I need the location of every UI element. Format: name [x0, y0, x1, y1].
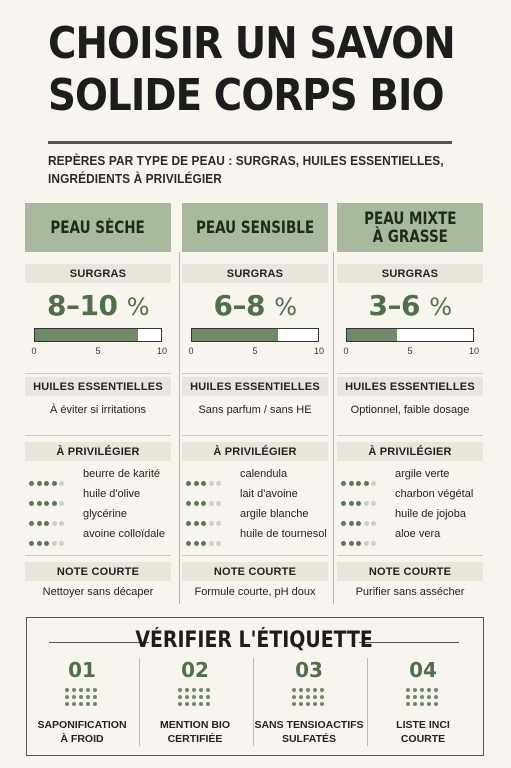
dot-grid-dot: [79, 695, 83, 699]
scale-tick-label: 0: [31, 346, 37, 356]
verify-title: VÉRIFIER L'ÉTIQUETTE: [135, 628, 374, 653]
dot-grid-dot: [86, 695, 90, 699]
dot-grid-dot: [206, 695, 210, 699]
verify-step: [27, 658, 137, 748]
dot-grid-dot: [86, 688, 90, 692]
dot-grid-dot: [427, 688, 431, 692]
dot-grid-dot: [65, 702, 69, 706]
rating-dot: [209, 501, 214, 506]
ingredient-row: [341, 488, 483, 504]
scale-tick-label: 10: [156, 346, 168, 356]
dot-grid-dot: [72, 695, 76, 699]
dot-grid-dot: [93, 702, 97, 706]
column-header: PEAU SÈCHE: [25, 203, 171, 252]
privilegier-band: À PRIVILÉGIER: [182, 442, 328, 461]
rating-dot: [29, 481, 34, 486]
rating-dot: [356, 501, 361, 506]
ingredient-row: [186, 508, 328, 524]
rating-dot: [186, 481, 191, 486]
rating-dot: [186, 541, 191, 546]
rating-dot: [209, 481, 214, 486]
ingredient-rating: [29, 533, 67, 551]
rating-dot: [356, 481, 361, 486]
rating-dot: [52, 541, 57, 546]
surgras-value: 8–10 %: [46, 289, 149, 322]
huiles-value: Sans parfum / sans HE: [198, 404, 312, 416]
rating-dot: [364, 521, 369, 526]
note-band: NOTE COURTE: [25, 562, 171, 581]
rating-dot: [341, 501, 346, 506]
column-divider: [333, 252, 334, 604]
dot-grid-dot: [185, 688, 189, 692]
section-separator: [182, 373, 328, 374]
verify-step: [140, 658, 250, 748]
dot-grid-dot: [413, 702, 417, 706]
surgras-band: SURGRAS: [182, 264, 328, 283]
section-separator: [25, 435, 171, 436]
scale-tick-label: 10: [468, 346, 480, 356]
surgras-bar: [346, 328, 474, 342]
privilegier-band: À PRIVILÉGIER: [25, 442, 171, 461]
dot-grid-dot: [79, 702, 83, 706]
section-separator: [25, 373, 171, 374]
dot-grid-dot: [199, 688, 203, 692]
huiles-value: À éviter si irritations: [50, 404, 146, 416]
dot-grid-dot: [320, 702, 324, 706]
dot-grid-dot: [192, 702, 196, 706]
dot-grid-dot: [65, 695, 69, 699]
column-header: PEAU SENSIBLE: [182, 203, 328, 252]
step-number: 02: [181, 658, 209, 682]
rating-dot: [44, 501, 49, 506]
dot-grid-icon: [178, 688, 212, 706]
scale-tick-label: 5: [95, 346, 101, 356]
dot-grid-dot: [192, 688, 196, 692]
dot-grid-dot: [434, 688, 438, 692]
rating-dot: [194, 501, 199, 506]
dot-grid-dot: [434, 702, 438, 706]
dot-grid-dot: [306, 688, 310, 692]
ingredient-row: [29, 528, 171, 544]
rating-dot: [37, 501, 42, 506]
ingredient-label: argile blanche: [240, 508, 309, 520]
ingredient-label: huile de jojoba: [395, 508, 466, 520]
ingredient-label: beurre de karité: [83, 468, 161, 480]
step-label: SANS TENSIOACTIFS SULFATÉS: [254, 719, 364, 745]
step-number: 04: [409, 658, 437, 682]
skin-column: [337, 203, 483, 603]
dot-grid-dot: [413, 695, 417, 699]
title-line-2: SOLIDE CORPS BIO: [48, 70, 444, 121]
rating-dot: [364, 481, 369, 486]
dot-grid-dot: [178, 688, 182, 692]
rating-dot: [59, 501, 64, 506]
huiles-band: HUILES ESSENTIELLES: [25, 377, 171, 396]
rating-dot: [59, 541, 64, 546]
skin-column: [25, 203, 171, 603]
huiles-band: HUILES ESSENTIELLES: [337, 377, 483, 396]
rating-dot: [201, 541, 206, 546]
surgras-value: 3–6 %: [368, 289, 452, 322]
verify-step: [368, 658, 478, 748]
dot-grid-dot: [72, 702, 76, 706]
rating-dot: [349, 521, 354, 526]
dot-grid-dot: [292, 702, 296, 706]
dot-grid-dot: [313, 695, 317, 699]
surgras-bar-fill: [35, 329, 138, 341]
dot-grid-dot: [420, 702, 424, 706]
dot-grid-dot: [206, 702, 210, 706]
ingredient-rating: [186, 533, 224, 551]
rating-dot: [29, 501, 34, 506]
rating-dot: [356, 541, 361, 546]
ingredient-rating: [341, 533, 379, 551]
dot-grid-dot: [299, 688, 303, 692]
rating-dot: [29, 541, 34, 546]
note-value: Purifier sans assécher: [355, 586, 465, 598]
step-label: LISTE INCI COURTE: [396, 719, 450, 745]
ingredient-label: lait d'avoine: [240, 488, 298, 500]
rating-dot: [37, 481, 42, 486]
dot-grid-dot: [313, 702, 317, 706]
surgras-bar-fill: [192, 329, 278, 341]
dot-grid-dot: [185, 702, 189, 706]
rating-dot: [59, 481, 64, 486]
rating-dot: [216, 521, 221, 526]
rating-dot: [356, 521, 361, 526]
dot-grid-dot: [178, 695, 182, 699]
rating-dot: [371, 541, 376, 546]
dot-grid-dot: [65, 688, 69, 692]
rating-dot: [52, 481, 57, 486]
verify-step: [254, 658, 364, 748]
rating-dot: [186, 501, 191, 506]
ingredient-row: [29, 468, 171, 484]
dot-grid-dot: [406, 702, 410, 706]
step-separator: [367, 658, 368, 746]
rating-dot: [216, 541, 221, 546]
dot-grid-dot: [420, 688, 424, 692]
section-separator: [337, 435, 483, 436]
section-separator: [182, 435, 328, 436]
section-separator: [25, 555, 171, 556]
rating-dot: [371, 501, 376, 506]
dot-grid-dot: [199, 695, 203, 699]
rating-dot: [59, 521, 64, 526]
rating-dot: [371, 521, 376, 526]
ingredient-label: huile de tournesol: [240, 528, 327, 540]
rating-dot: [37, 541, 42, 546]
step-label: MENTION BIO CERTIFIÉE: [160, 719, 230, 745]
rating-dot: [371, 481, 376, 486]
surgras-bar: [34, 328, 162, 342]
dot-grid-dot: [406, 688, 410, 692]
section-separator: [182, 555, 328, 556]
rating-dot: [194, 541, 199, 546]
rating-dot: [52, 521, 57, 526]
rating-dot: [201, 481, 206, 486]
rating-dot: [194, 521, 199, 526]
title-rule: [48, 141, 452, 144]
surgras-bar-fill: [347, 329, 397, 341]
ingredient-row: [29, 508, 171, 524]
column-divider: [179, 252, 180, 604]
dot-grid-dot: [206, 688, 210, 692]
ingredient-label: huile d'olive: [83, 488, 141, 500]
ingredient-row: [186, 528, 328, 544]
dot-grid-dot: [93, 688, 97, 692]
rating-dot: [29, 521, 34, 526]
ingredient-label: aloe vera: [395, 528, 441, 540]
scale-tick-label: 0: [343, 346, 349, 356]
dot-grid-dot: [306, 702, 310, 706]
dot-grid-dot: [306, 695, 310, 699]
surgras-value: 6–8 %: [213, 289, 297, 322]
dot-grid-dot: [313, 688, 317, 692]
rating-dot: [201, 501, 206, 506]
ingredient-row: [186, 488, 328, 504]
dot-grid-icon: [292, 688, 326, 706]
rating-dot: [341, 521, 346, 526]
privilegier-band: À PRIVILÉGIER: [337, 442, 483, 461]
dot-grid-dot: [427, 702, 431, 706]
section-separator: [337, 555, 483, 556]
rating-dot: [349, 541, 354, 546]
rating-dot: [186, 521, 191, 526]
dot-grid-dot: [427, 695, 431, 699]
skin-column: [182, 203, 328, 603]
dot-grid-dot: [72, 688, 76, 692]
dot-grid-dot: [86, 702, 90, 706]
dot-grid-dot: [185, 695, 189, 699]
rating-dot: [44, 521, 49, 526]
dot-grid-icon: [65, 688, 99, 706]
subtitle: REPÈRES PAR TYPE DE PEAU : SURGRAS, HUILES ESSENTIELLES, INGRÉDIENTS À PRIVILÉGIER: [48, 154, 444, 186]
ingredient-row: [341, 528, 483, 544]
section-separator: [337, 373, 483, 374]
note-band: NOTE COURTE: [182, 562, 328, 581]
dot-grid-dot: [320, 688, 324, 692]
rating-dot: [52, 501, 57, 506]
ingredient-label: argile verte: [395, 468, 450, 480]
note-value: Nettoyer sans décaper: [42, 586, 154, 598]
step-separator: [139, 658, 140, 746]
dot-grid-dot: [79, 688, 83, 692]
rating-dot: [194, 481, 199, 486]
dot-grid-dot: [93, 695, 97, 699]
rating-dot: [44, 481, 49, 486]
dot-grid-dot: [434, 695, 438, 699]
dot-grid-dot: [320, 695, 324, 699]
rating-dot: [201, 521, 206, 526]
dot-grid-dot: [178, 702, 182, 706]
huiles-value: Optionnel, faible dosage: [350, 404, 470, 416]
surgras-band: SURGRAS: [337, 264, 483, 283]
ingredient-label: calendula: [240, 468, 288, 480]
rating-dot: [341, 541, 346, 546]
dot-grid-dot: [406, 695, 410, 699]
note-value: Formule courte, pH doux: [194, 586, 316, 598]
rating-dot: [209, 521, 214, 526]
step-number: 01: [68, 658, 96, 682]
step-label: SAPONIFICATION À FROID: [37, 719, 127, 745]
rating-dot: [364, 541, 369, 546]
verify-label-panel: [26, 617, 484, 756]
dot-grid-dot: [292, 688, 296, 692]
ingredient-row: [29, 488, 171, 504]
rating-dot: [216, 501, 221, 506]
scale-tick-label: 0: [188, 346, 194, 356]
ingredient-label: charbon végétal: [395, 488, 474, 500]
surgras-band: SURGRAS: [25, 264, 171, 283]
dot-grid-dot: [420, 695, 424, 699]
rating-dot: [216, 481, 221, 486]
scale-tick-label: 10: [313, 346, 325, 356]
dot-grid-dot: [292, 695, 296, 699]
rating-dot: [349, 481, 354, 486]
title-line-1: CHOISIR UN SAVON: [48, 18, 455, 69]
ingredient-label: glycérine: [83, 508, 128, 520]
huiles-band: HUILES ESSENTIELLES: [182, 377, 328, 396]
rating-dot: [209, 541, 214, 546]
column-header: PEAU MIXTE À GRASSE: [337, 203, 483, 252]
dot-grid-dot: [299, 702, 303, 706]
dot-grid-dot: [299, 695, 303, 699]
dot-grid-icon: [406, 688, 440, 706]
dot-grid-dot: [199, 702, 203, 706]
ingredient-row: [341, 468, 483, 484]
dot-grid-dot: [413, 688, 417, 692]
rating-dot: [349, 501, 354, 506]
rating-dot: [37, 521, 42, 526]
ingredient-row: [186, 468, 328, 484]
rating-dot: [44, 541, 49, 546]
surgras-bar: [191, 328, 319, 342]
ingredient-label: avoine colloïdale: [83, 528, 165, 540]
note-band: NOTE COURTE: [337, 562, 483, 581]
dot-grid-dot: [192, 695, 196, 699]
page-title: [48, 18, 455, 122]
rating-dot: [364, 501, 369, 506]
rating-dot: [341, 481, 346, 486]
step-number: 03: [295, 658, 323, 682]
scale-tick-label: 5: [252, 346, 258, 356]
scale-tick-label: 5: [407, 346, 413, 356]
step-separator: [253, 658, 254, 746]
ingredient-row: [341, 508, 483, 524]
